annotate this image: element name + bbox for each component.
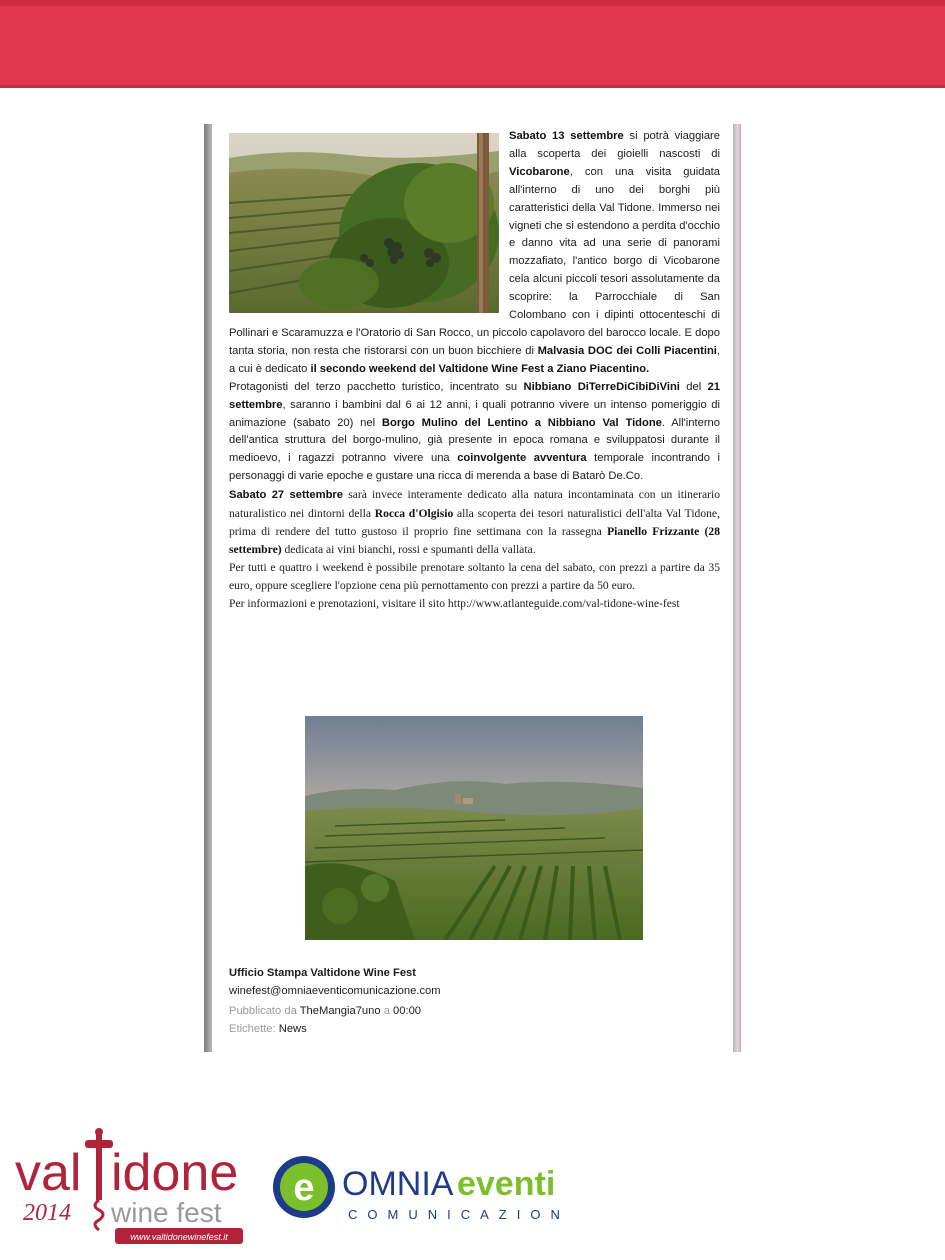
brand-nibbiano: Nibbiano DiTerreDiCibiDiVini [523, 380, 680, 393]
post-tags [229, 1020, 709, 1038]
published-label: Pubblicato da [229, 1005, 297, 1017]
date-sep-21: 21 settembre [229, 380, 720, 411]
event-pianello: Pianello Frizzante (28 settembre) [229, 524, 720, 556]
signature-block [229, 964, 709, 1038]
paragraph-4: Per tutti e quattro i weekend è possibile prenotare soltanto la cena del sabato, con prezzi a partire da 35 euro, oppure scegliere l'opzione cena più pernottamento con prezzi a partire da 50 euro. [229, 560, 720, 592]
vineyard-photo-landscape [305, 716, 643, 940]
tags-label: Etichette: [229, 1023, 276, 1035]
contact-email[interactable]: winefest@omniaeventicomunicazione.com [229, 985, 441, 997]
omnia-word: OMNIA [342, 1165, 454, 1203]
logo-text-idone: idone [111, 1144, 239, 1202]
header-banner [0, 0, 945, 88]
author-link[interactable]: TheMangia7uno [299, 1005, 381, 1017]
omnia-eventi-logo [270, 1153, 570, 1225]
post-time[interactable]: 00:00 [393, 1005, 422, 1017]
eventi-word: eventi [457, 1165, 556, 1203]
paragraph-1: Sabato 13 settembre si potrà viaggiare alla scoperta dei gioielli nascosti di Vicobarone, con una visita guidata all'interno di uno dei borghi più caratteristici della Val Tidone. Immerso nei vigneti che si estendono a perdita d'occhio e danno vita ad una serie di panorami mozzafiato, l'antico borgo di Vicobarone cela alcuni piccoli tesori assolutamente da scoprire: la Parrocchiale di San Colombano con i dipinti ottocenteschi di Pollinari e Scaramuzza e l'Oratorio di San Rocco, un piccolo capolavoro del barocco locale. E dopo tanta storia, non resta che ristorarsi con un buon bicchiere di Malvasia DOC dei Colli Piacentini, a cui è dedicato il secondo weekend del Valtidone Wine Fest a Ziano Piacentino. [229, 130, 720, 375]
logo-subtitle: wine fest [111, 1197, 222, 1228]
logo-year: 2014 [23, 1200, 71, 1226]
comunicazione-word: COMUNICAZIONE [348, 1207, 570, 1222]
at-label: a [383, 1005, 390, 1017]
press-office: Ufficio Stampa Valtidone Wine Fest [229, 967, 417, 979]
logo-url: www.valtidonewinefest.it [130, 1232, 228, 1242]
wine-malvasia: Malvasia DOC dei Colli Piacentini [537, 344, 717, 357]
place-vicobarone: Vicobarone [509, 165, 570, 178]
article-body [229, 128, 720, 612]
place-rocca-olgisio: Rocca d'Olgisio [374, 507, 454, 521]
paragraph-2: Protagonisti del terzo pacchetto turistico, incentrato su Nibbiano DiTerreDiCibiDiVini del 21 settembre, saranno i bambini dal 6 ai 12 anni, i quali potranno vivere un intenso pomeriggio di animazione (sabato 20) nel Borgo Mulino del Lentino a Nibbiano Val Tidone. All'interno dell'antica struttura del borgo-mulino, già presente in epoca romana e sviluppatosi durante il medioevo, i ragazzi potranno vivere una coinvolgente avventura temporale incontrando i personaggi di varie epoche e gustare una ricca di merenda a base di Batarò De.Co. [229, 380, 721, 483]
article-right-border [733, 124, 741, 1052]
article-left-border [204, 124, 212, 1052]
place-borgo-mulino: Borgo Mulino del Lentino a Nibbiano Val Tidone [381, 416, 662, 429]
paragraph-5-info-link[interactable]: Per informazioni e prenotazioni, visitare il sito http://www.atlanteguide.com/val-tidone-wine-fest [229, 596, 680, 610]
vineyard-photo-closeup [229, 133, 499, 313]
logo-text-val: val [15, 1144, 82, 1202]
corkscrew-icon [85, 1128, 113, 1230]
second-weekend: il secondo weekend del Valtidone Wine Fest a Ziano Piacentino. [310, 362, 650, 375]
tag-news[interactable]: News [278, 1023, 307, 1035]
omnia-letter: e [293, 1167, 315, 1209]
valtidone-winefest-logo [15, 1128, 245, 1246]
date-sep-27: Sabato 27 settembre [229, 489, 344, 502]
post-meta [229, 1002, 709, 1020]
paragraph-3: Sabato 27 settembre sarà invece interamente dedicato alla natura incontaminata con un itinerario naturalistico nei dintorni della Rocca d'Olgisio alla scoperta dei tesori naturalistici dell'alta Val Tidone, prima di rendere del tutto gustoso il proprio fine settimana con la rassegna Pianello Frizzante (28 settembre) dedicata ai vini bianchi, rossi e spumanti della vallata. [229, 488, 720, 556]
adventure-highlight: coinvolgente avventura [457, 452, 587, 465]
date-sep-13: Sabato 13 settembre [509, 130, 624, 142]
